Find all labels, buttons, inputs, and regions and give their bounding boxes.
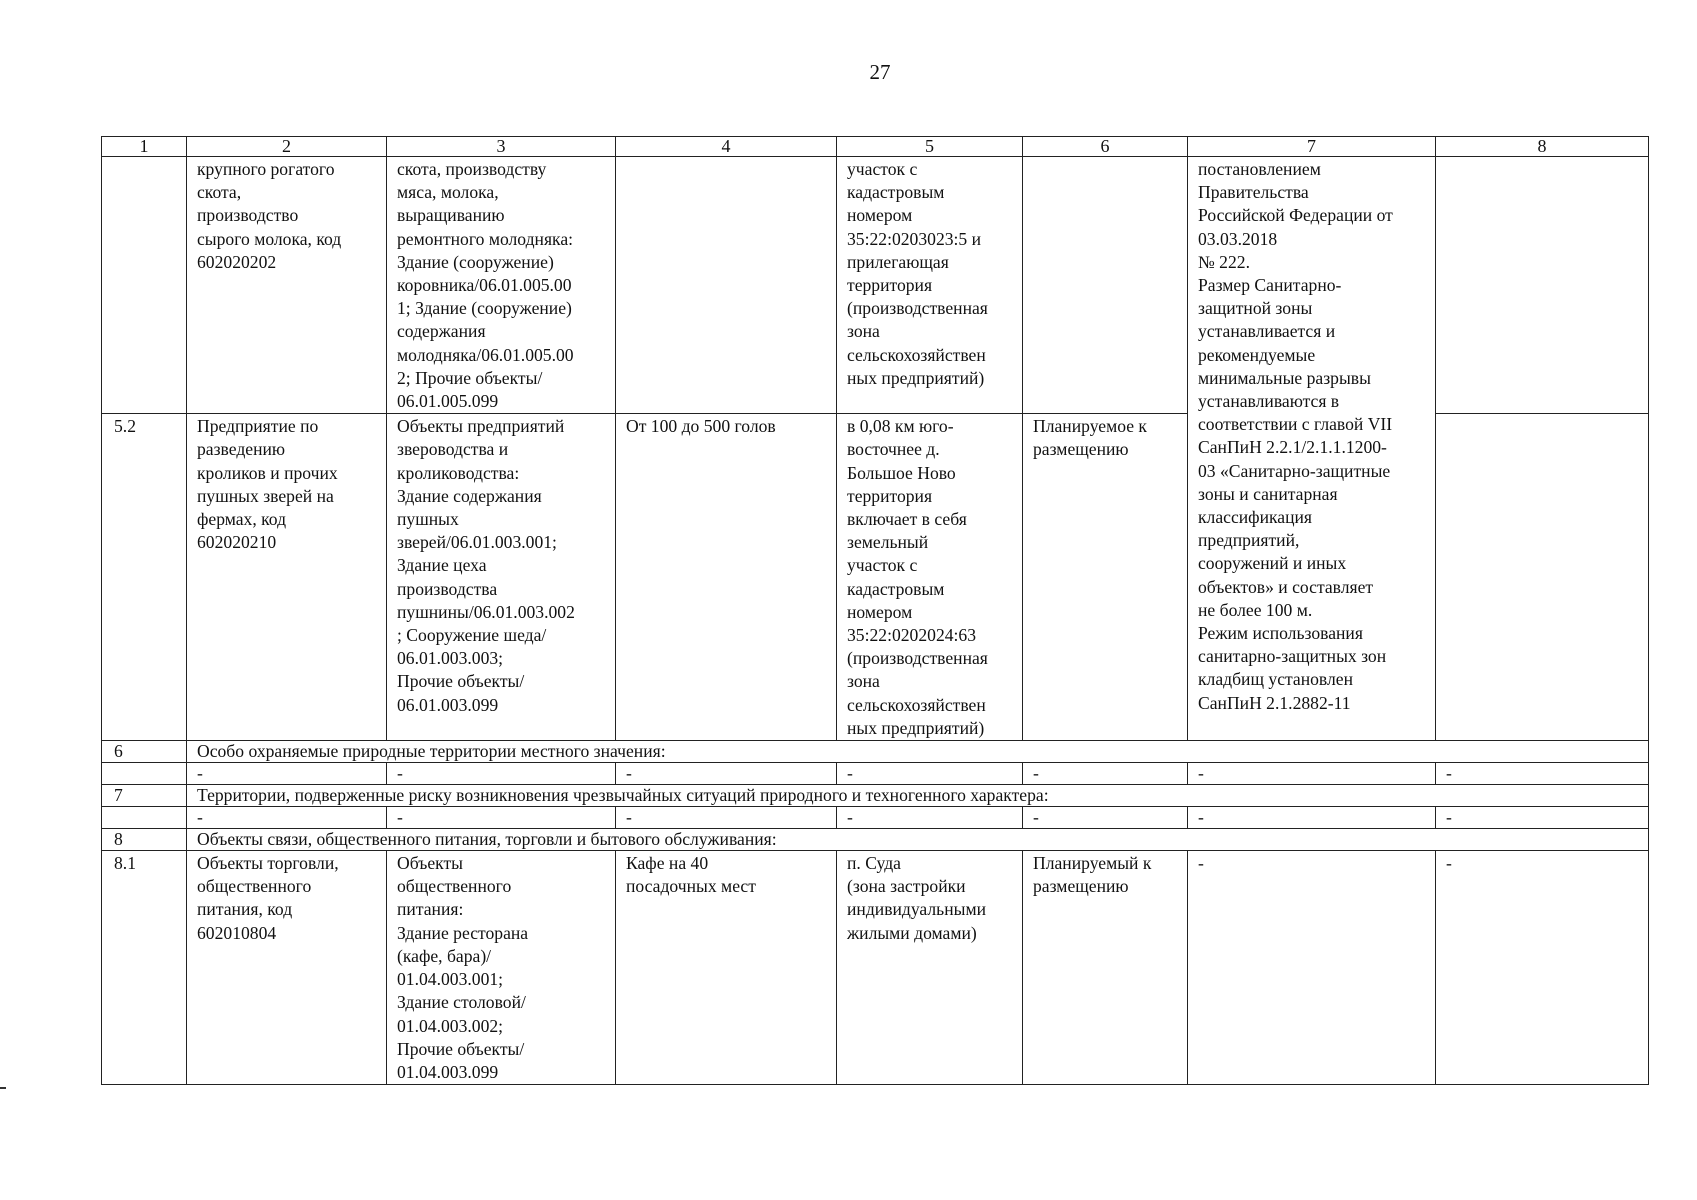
cell-status: Планируемый к размещению <box>1023 851 1188 1085</box>
cell-location: участок с кадастровым номером 35:22:0203023:5 и прилегающая территория (производственная зона сельскохозяйствен ных предприятий) <box>837 157 1023 414</box>
header-cell: 8 <box>1436 137 1649 157</box>
cell-dash: - <box>387 763 616 785</box>
cell-status: Планируемое к размещению <box>1023 414 1188 741</box>
cell-status <box>1023 157 1188 414</box>
header-cell: 3 <box>387 137 616 157</box>
cell-dash: - <box>1188 807 1436 829</box>
cell-dash: - <box>187 807 387 829</box>
cell-dash: - <box>187 763 387 785</box>
section-title: Территории, подверженные риску возникновения чрезвычайных ситуаций природного и техногенного характера: <box>187 785 1649 807</box>
cell-name: Предприятие по разведению кроликов и прочих пушных зверей на фермах, код 602020210 <box>187 414 387 741</box>
cell-dash: - <box>837 763 1023 785</box>
cell-notes <box>1436 157 1649 414</box>
header-row <box>102 137 1649 157</box>
cell-number <box>102 157 187 414</box>
header-cell: 2 <box>187 137 387 157</box>
cell-dash: - <box>1436 763 1649 785</box>
cell-dash: - <box>1023 763 1188 785</box>
cell-name: крупного рогатого скота, производство сырого молока, код 602020202 <box>187 157 387 414</box>
page-number: 27 <box>869 60 891 84</box>
cell-capacity: От 100 до 500 голов <box>616 414 837 741</box>
header-cell: 1 <box>102 137 187 157</box>
table-row <box>102 157 1649 414</box>
section-title: Особо охраняемые природные территории местного значения: <box>187 741 1649 763</box>
cell-notes: - <box>1436 851 1649 1085</box>
header-cell: 4 <box>616 137 837 157</box>
cell-dash: - <box>837 807 1023 829</box>
section-number: 6 <box>102 741 187 763</box>
cell-dash: - <box>1436 807 1649 829</box>
cell-number: 5.2 <box>102 414 187 741</box>
cell-capacity: Кафе на 40 посадочных мест <box>616 851 837 1085</box>
cell-zone-description: - <box>1188 851 1436 1085</box>
cell-objects: скота, производству мяса, молока, выращиванию ремонтного молодняка: Здание (сооружение) коровника/06.01.005.00 1; Здание (сооружение) содержания молодняка/06.01.005.00 2; Прочие объекты/ 06.01.005.099 <box>387 157 616 414</box>
section-row <box>102 785 1649 807</box>
cell-dash: - <box>1188 763 1436 785</box>
cell-capacity <box>616 157 837 414</box>
margin-mark <box>0 1087 6 1089</box>
section-row <box>102 741 1649 763</box>
section-row <box>102 829 1649 851</box>
cell-zone-description: постановлением Правительства Российской Федерации от 03.03.2018 № 222. Размер Санитарно- защитной зоны устанавливается и рекомендуемые минимальные разрывы устанавливаются в соответствии с главой VII СанПиН 2.2.1/2.1.1.1200- 03 «Санитарно-защитные зоны и санитарная классификация предприятий, сооружений и иных объектов» и составляет не более 100 м. Режим использования санитарно-защитных зон кладбищ установлен СанПиН 2.1.2882-11 <box>1188 157 1436 741</box>
table-row <box>102 763 1649 785</box>
cell-location: п. Суда (зона застройки индивидуальными жилыми домами) <box>837 851 1023 1085</box>
cell-dash: - <box>1023 807 1188 829</box>
header-cell: 5 <box>837 137 1023 157</box>
section-number: 8 <box>102 829 187 851</box>
cell-dash: - <box>387 807 616 829</box>
cell-dash: - <box>616 807 837 829</box>
table-row <box>102 807 1649 829</box>
section-number: 7 <box>102 785 187 807</box>
cell-number <box>102 763 187 785</box>
document-table <box>101 136 1649 1085</box>
table-row <box>102 851 1649 1085</box>
section-title: Объекты связи, общественного питания, торговли и бытового обслуживания: <box>187 829 1649 851</box>
cell-number: 8.1 <box>102 851 187 1085</box>
header-cell: 6 <box>1023 137 1188 157</box>
cell-location: в 0,08 км юго- восточнее д. Большое Ново территория включает в себя земельный участок с кадастровым номером 35:22:0202024:63 (производственная зона сельскохозяйствен ных предприятий) <box>837 414 1023 741</box>
header-cell: 7 <box>1188 137 1436 157</box>
cell-objects: Объекты предприятий звероводства и кролиководства: Здание содержания пушных зверей/06.01.003.001; Здание цеха производства пушнины/06.01.003.002 ; Сооружение шеда/ 06.01.003.003; Прочие объекты/ 06.01.003.099 <box>387 414 616 741</box>
cell-dash: - <box>616 763 837 785</box>
cell-name: Объекты торговли, общественного питания, код 602010804 <box>187 851 387 1085</box>
cell-objects: Объекты общественного питания: Здание ресторана (кафе, бара)/ 01.04.003.001; Здание столовой/ 01.04.003.002; Прочие объекты/ 01.04.003.099 <box>387 851 616 1085</box>
cell-number <box>102 807 187 829</box>
cell-notes <box>1436 414 1649 741</box>
